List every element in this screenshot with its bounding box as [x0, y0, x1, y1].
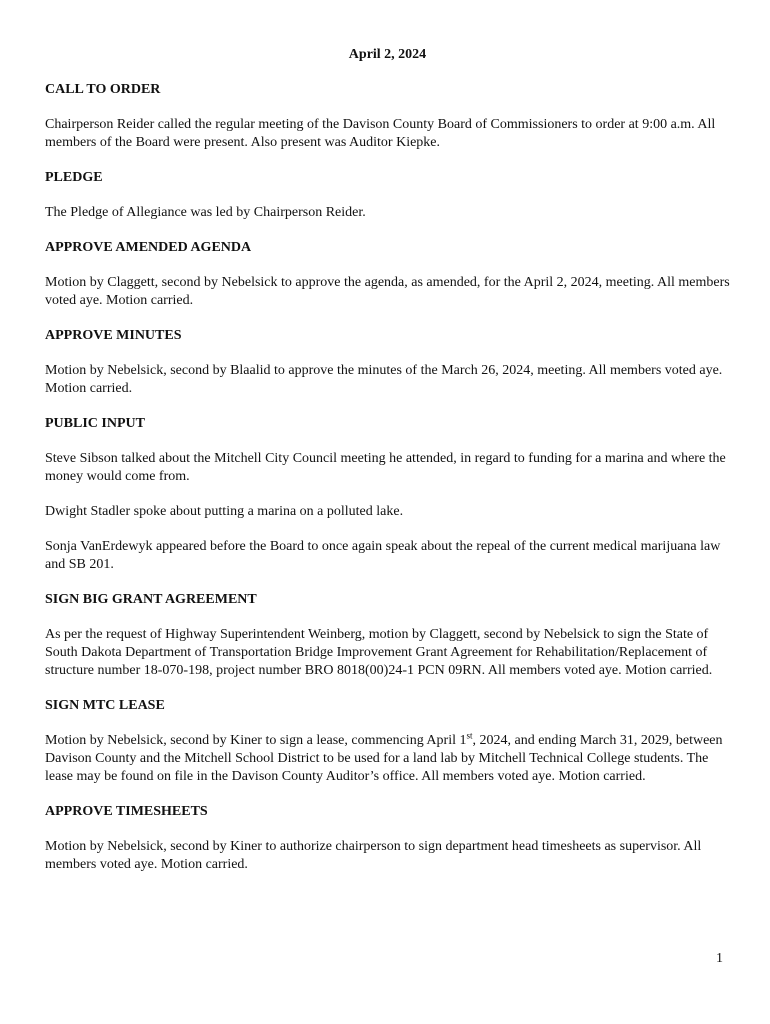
approve-timesheets-text: Motion by Nebelsick, second by Kiner to authorize chairperson to sign department head timesheets as supervisor. All members voted aye. Motion carried. — [45, 839, 702, 872]
sign-mtc-lease-text — [45, 732, 730, 786]
public-input-sibson: Steve Sibson talked about the Mitchell City Council meeting he attended, in regard to funding for a marina and where the money would come from. — [45, 451, 726, 484]
minutes-document — [45, 46, 730, 891]
heading-approve-timesheets: APPROVE TIMESHEETS — [45, 804, 208, 819]
heading-sign-big-grant: SIGN BIG GRANT AGREEMENT — [45, 592, 257, 607]
heading-call-to-order: CALL TO ORDER — [45, 82, 161, 97]
approve-amended-agenda-text: Motion by Claggett, second by Nebelsick to approve the agenda, as amended, for the April 2, 2024, meeting. All members voted aye. Motion carried. — [45, 275, 730, 308]
pledge-text: The Pledge of Allegiance was led by Chairperson Reider. — [45, 205, 366, 220]
sign-big-grant-text: As per the request of Highway Superintendent Weinberg, motion by Claggett, second by Nebelsick to sign the State of South Dakota Department of Transportation Bridge Improvement Grant Agreement for Rehabilitation/Replacement of structure number 18-070-198, project number BRO 8018(00)24-1 PCN 09RN. All members voted aye. Motion carried. — [45, 627, 713, 678]
meeting-date: April 2, 2024 — [348, 47, 427, 62]
heading-approve-minutes: APPROVE MINUTES — [45, 328, 182, 343]
heading-public-input: PUBLIC INPUT — [45, 416, 145, 431]
approve-minutes-text: Motion by Nebelsick, second by Blaalid to approve the minutes of the March 26, 2024, meeting. All members voted aye. Motion carried. — [45, 363, 723, 396]
heading-pledge: PLEDGE — [45, 170, 103, 185]
page-number: 1 — [716, 951, 723, 966]
lease-superscript: st — [466, 730, 473, 741]
call-to-order-text: Chairperson Reider called the regular meeting of the Davison County Board of Commissioners to order at 9:00 a.m. All members of the Board were present. Also present was Auditor Kiepke. — [45, 117, 716, 150]
heading-sign-mtc-lease: SIGN MTC LEASE — [45, 698, 165, 713]
public-input-stadler: Dwight Stadler spoke about putting a marina on a polluted lake. — [45, 504, 404, 519]
heading-approve-amended-agenda: APPROVE AMENDED AGENDA — [45, 240, 252, 255]
lease-text-start: Motion by Nebelsick, second by Kiner to sign a lease, commencing April 1 — [45, 733, 467, 748]
lease-text-end: , 2024, and ending March 31, 2029, between Davison County and the Mitchell School District to be used for a land lab by Mitchell Technical College students. The lease may be found on file in the Davison County Auditor’s office. All members voted aye. Motion carried. — [45, 733, 723, 784]
public-input-vanerdewyk: Sonja VanErdewyk appeared before the Board to once again speak about the repeal of the current medical marijuana law and SB 201. — [45, 539, 721, 572]
